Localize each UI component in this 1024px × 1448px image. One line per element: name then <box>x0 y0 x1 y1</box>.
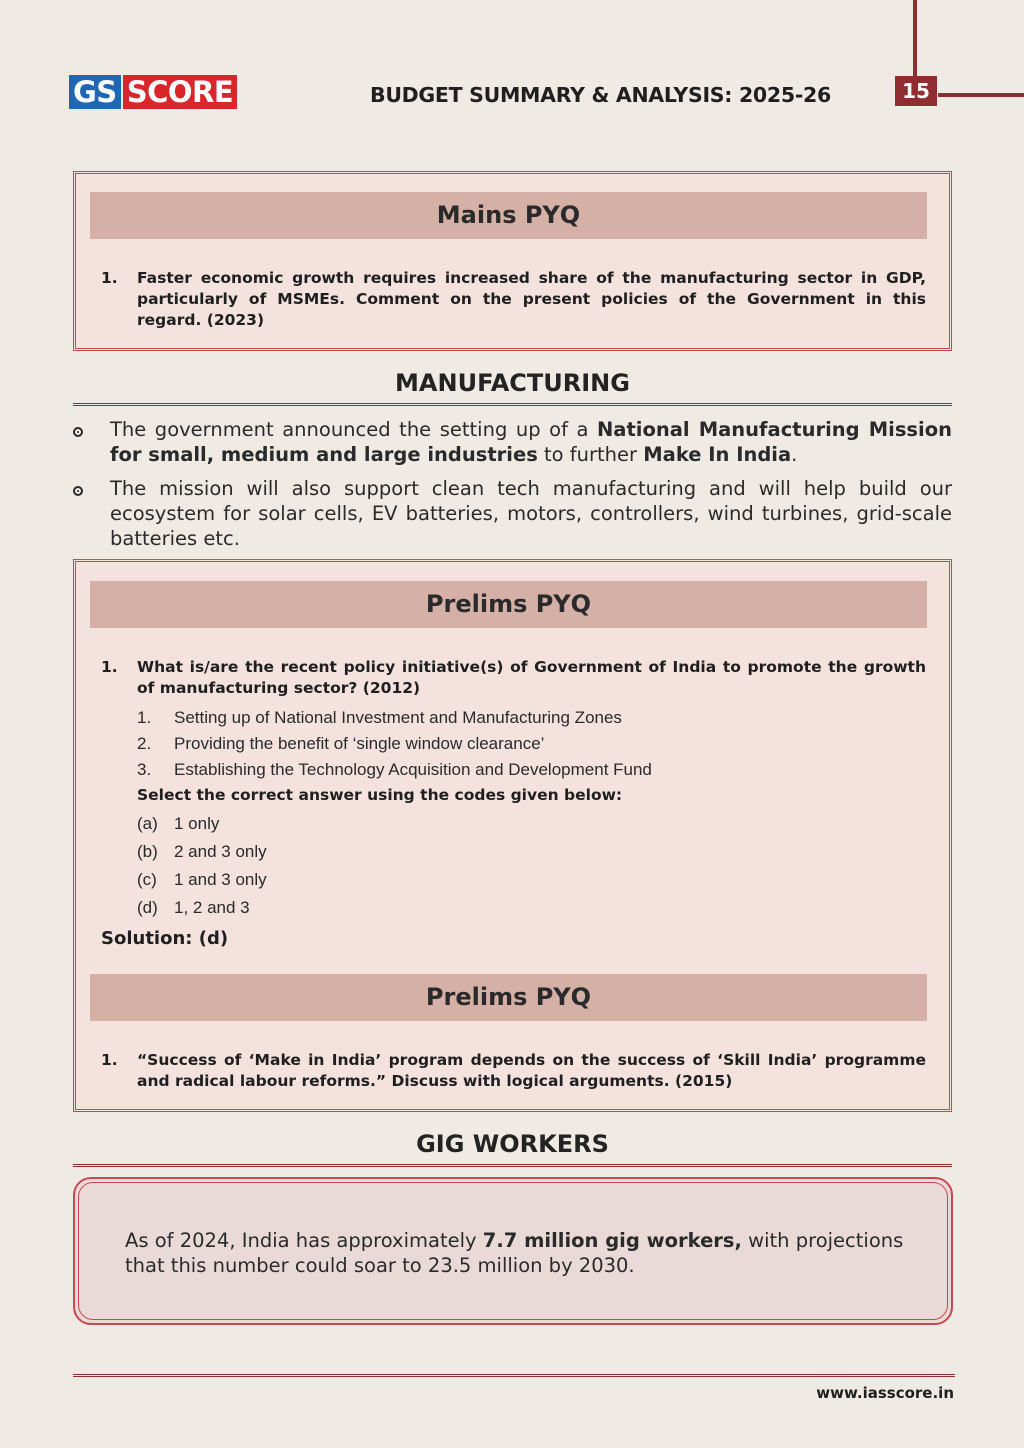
bold-make-in-india: Make In India <box>643 443 792 466</box>
option-b: (b) 2 and 3 only <box>137 842 267 861</box>
section-title-gig-workers: GIG WORKERS <box>416 1130 609 1158</box>
page-header-title: BUDGET SUMMARY & ANALYSIS: 2025-26 <box>370 83 831 107</box>
statement-item: 3. Establishing the Technology Acquisition and Development Fund <box>137 760 652 779</box>
mains-pyq-box <box>73 171 952 351</box>
option-d: (d) 1, 2 and 3 <box>137 898 250 917</box>
logo-gs: GS <box>69 75 121 109</box>
section-divider <box>73 1164 952 1167</box>
footer-divider <box>73 1374 955 1377</box>
answer-instruction: Select the correct answer using the codes given below: <box>137 786 623 804</box>
mains-pyq-heading: Mains PYQ <box>90 192 927 239</box>
section-divider <box>73 403 952 406</box>
question-number: 1. <box>101 269 118 287</box>
manufacturing-bullet-1 <box>73 417 952 467</box>
bold-mission: National Manufacturing Mission for small, medium and large industries <box>110 418 952 466</box>
prelims-pyq-heading-2: Prelims PYQ <box>90 974 927 1021</box>
header-decor-horizontal-line <box>938 93 1024 97</box>
question-number: 1. <box>101 1051 118 1069</box>
statement-item: 2. Providing the benefit of ‘single window clearance’ <box>137 734 545 753</box>
section-title-manufacturing: MANUFACTURING <box>395 369 630 397</box>
option-c: (c) 1 and 3 only <box>137 870 267 889</box>
manufacturing-bullet-2 <box>73 476 952 551</box>
solution-text: Solution: (d) <box>101 928 229 949</box>
prelims-pyq-heading: Prelims PYQ <box>90 581 927 628</box>
option-a: (a) 1 only <box>137 814 220 833</box>
header-decor-vertical-line <box>913 0 917 80</box>
bullet-text: The government announced the setting up of a National Manufacturing Mission for small, medium and large industries to further Make In India. <box>110 418 952 466</box>
question-text: What is/are the recent policy initiative(s) of Government of India to promote the growth of manufacturing sector? (2012) <box>137 658 926 697</box>
logo-score: SCORE <box>123 75 237 109</box>
statement-item: 1. Setting up of National Investment and Manufacturing Zones <box>137 708 622 727</box>
gig-workers-text: As of 2024, India has approximately 7.7 million gig workers, with projections that this number could soar to 23.5 million by 2030. <box>125 1229 904 1277</box>
bullet-icon <box>73 486 83 496</box>
question-number: 1. <box>101 658 118 676</box>
gig-workers-box <box>73 1177 953 1325</box>
page-number: 15 <box>895 76 937 106</box>
question-text: “Success of ‘Make in India’ program depends on the success of ‘Skill India’ programme and radical labour reforms.” Discuss with logical arguments. (2015) <box>137 1051 926 1090</box>
prelims-pyq-box <box>73 559 952 1112</box>
question-text: Faster economic growth requires increased share of the manufacturing sector in GDP, particularly of MSMEs. Comment on the present policies of the Government in this regard. (2023) <box>137 269 926 329</box>
gig-workers-highlight: 7.7 million gig workers, <box>482 1229 742 1252</box>
gs-score-logo <box>69 75 237 109</box>
bullet-text: The mission will also support clean tech manufacturing and will help build our ecosystem for solar cells, EV batteries, motors, controllers, wind turbines, grid-scale batteries etc. <box>110 477 952 550</box>
footer-website-link[interactable]: www.iasscore.in <box>816 1384 954 1402</box>
bullet-icon <box>73 427 83 437</box>
